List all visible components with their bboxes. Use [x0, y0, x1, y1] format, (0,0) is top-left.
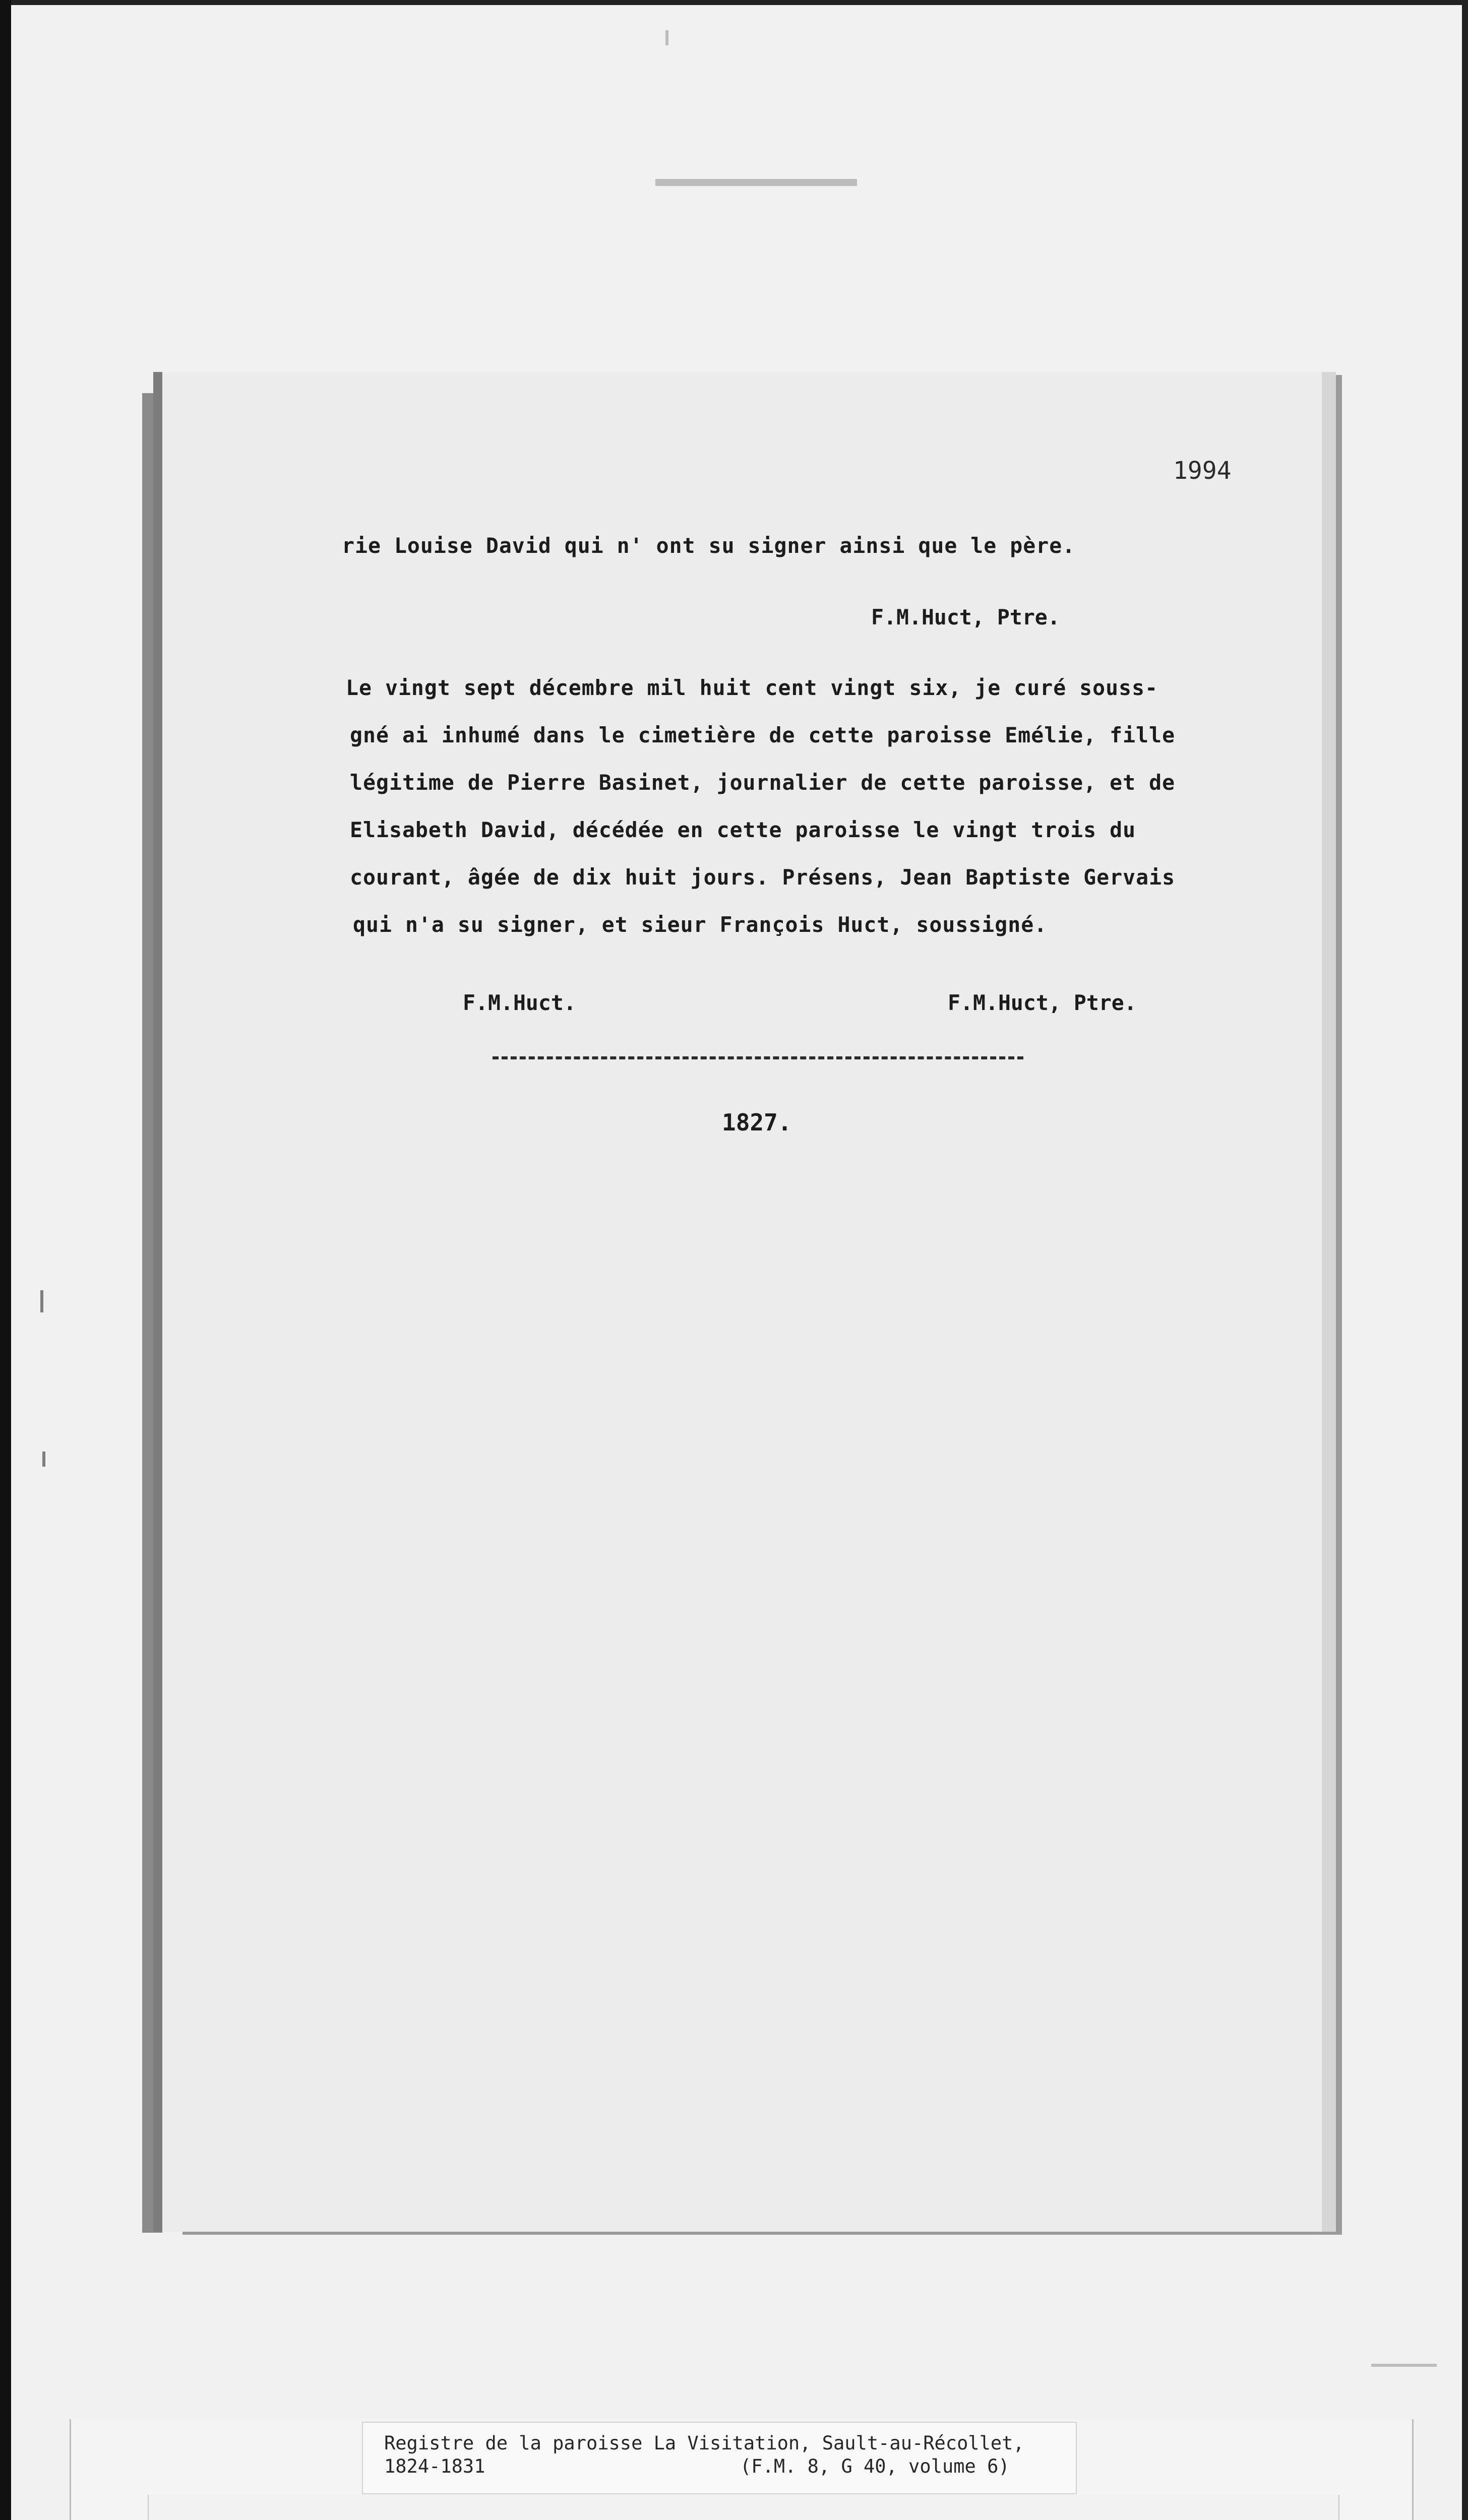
body-line: Elisabeth David, décédée en cette paroisse le vingt trois du: [350, 817, 1136, 842]
archive-card-inner: [148, 2495, 1339, 2520]
signature-left: F.M.Huct.: [463, 990, 576, 1015]
register-label-slip: [362, 2422, 1077, 2494]
body-line: qui n'a su signer, et sieur François Huct, soussigné.: [353, 912, 1048, 937]
film-frame-right: [1462, 0, 1468, 2520]
body-line: gné ai inhumé dans le cimetière de cette paroisse Emélie, fille: [350, 723, 1176, 747]
body-line: courant, âgée de dix huit jours. Présens, Jean Baptiste Gervais: [350, 865, 1176, 890]
scan-mark: [655, 179, 857, 186]
scan-mark: [665, 30, 668, 45]
page-shadow: [142, 393, 162, 2233]
label-line-2-reference: (F.M. 8, G 40, volume 6): [740, 2455, 1010, 2477]
page-number: 1994: [1173, 457, 1232, 485]
scan-mark: [42, 1452, 45, 1467]
label-line-1: Registre de la paroisse La Visitation, Sault-au-Récollet,: [384, 2432, 1024, 2454]
year-heading: 1827.: [722, 1109, 792, 1136]
film-frame-top: [0, 0, 1468, 5]
scan-mark: [40, 1290, 43, 1312]
body-line: Le vingt sept décembre mil huit cent vingt six, je curé souss-: [346, 675, 1158, 700]
section-divider: [493, 1056, 1023, 1059]
typed-page: [162, 372, 1322, 2232]
label-line-2-years: 1824-1831: [384, 2455, 485, 2477]
signature-right: F.M.Huct, Ptre.: [948, 990, 1137, 1015]
scan-mark: [1371, 2364, 1437, 2367]
film-frame-left: [0, 0, 11, 2520]
body-line: rie Louise David qui n' ont su signer ainsi que le père.: [342, 533, 1076, 558]
signature-first-entry: F.M.Huct, Ptre.: [871, 605, 1060, 629]
body-line: légitime de Pierre Basinet, journalier de cette paroisse, et de: [350, 770, 1176, 795]
